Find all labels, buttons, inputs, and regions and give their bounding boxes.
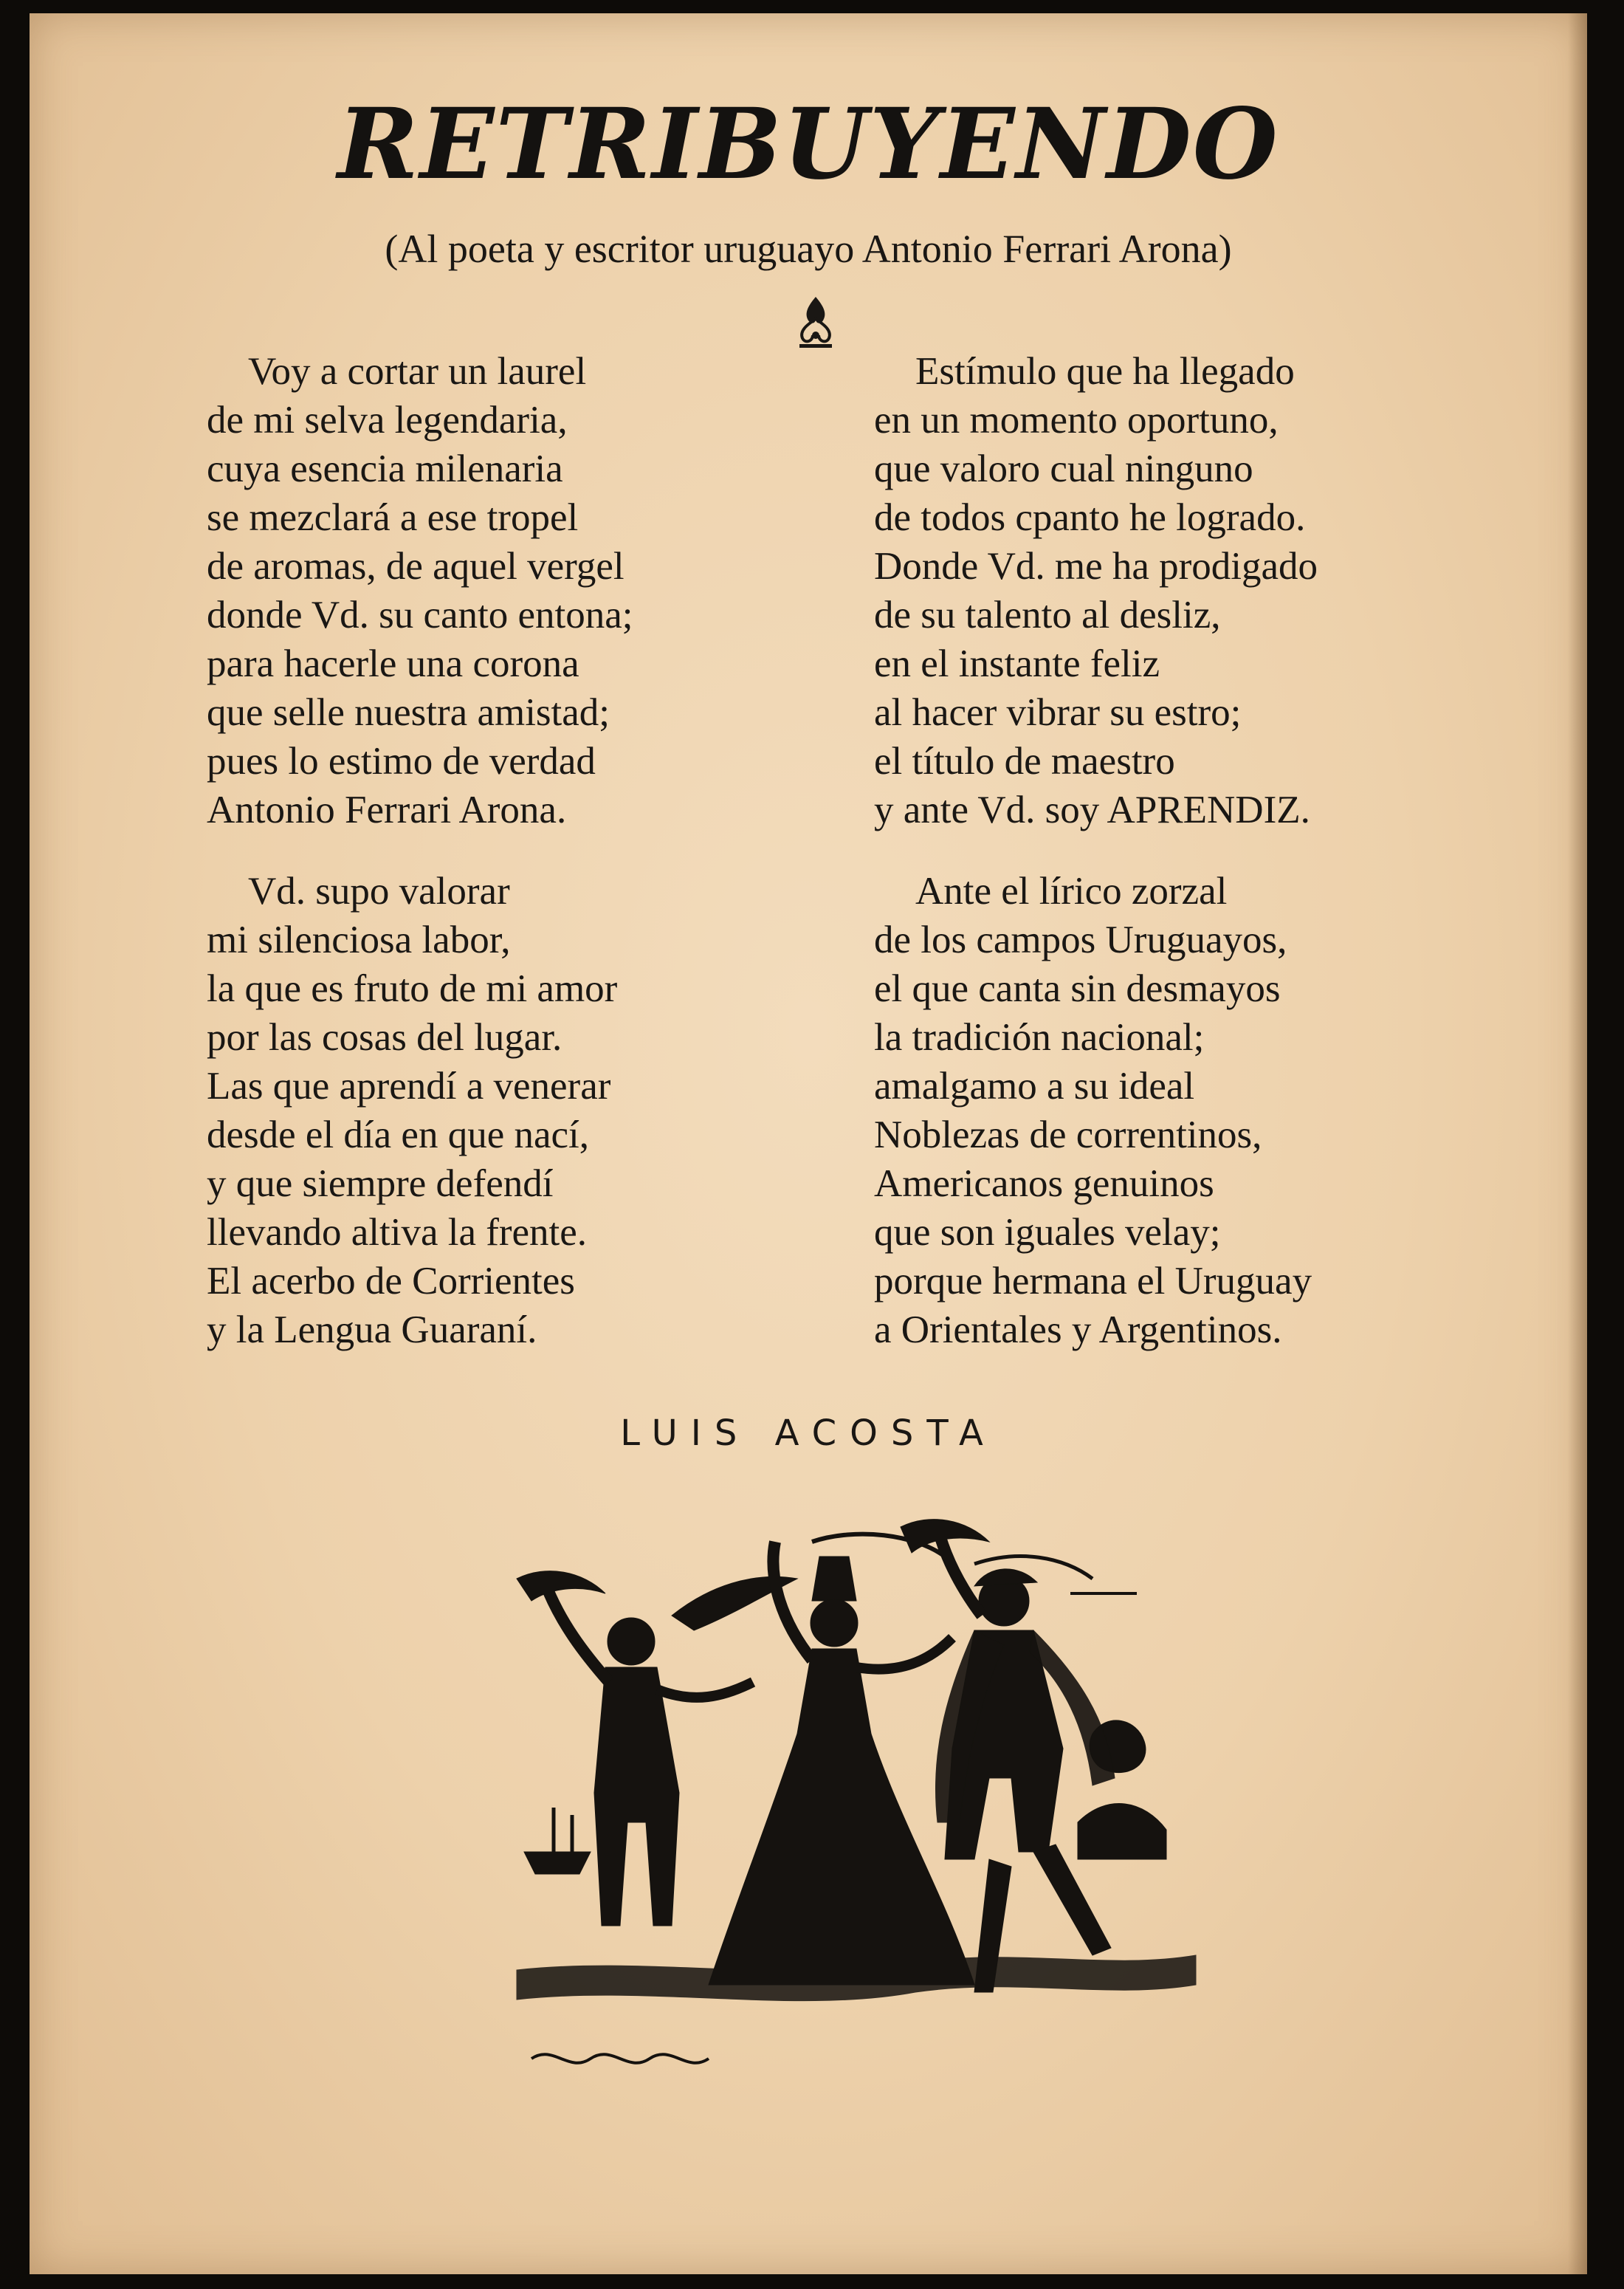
verse-line: pues lo estimo de verdad <box>207 740 596 783</box>
stanza <box>207 867 633 1354</box>
verse-line: cuya esencia milenaria <box>207 447 563 490</box>
verse-line: Las que aprendí a venerar <box>207 1065 611 1108</box>
verse-line: la tradición nacional; <box>874 1016 1205 1059</box>
verse-line: para hacerle una corona <box>207 642 579 685</box>
verse-line: de su talento al desliz, <box>874 594 1221 636</box>
verse-line: desde el día en que nací, <box>207 1113 589 1156</box>
verse-line: llevando altiva la frente. <box>207 1211 588 1254</box>
verse-line: y la Lengua Guaraní. <box>207 1308 537 1351</box>
woodcut-dancers-illustration <box>502 1512 1225 2096</box>
verse-line: Antonio Ferrari Arona. <box>207 789 567 831</box>
verse-line: a Orientales y Argentinos. <box>874 1308 1282 1351</box>
verse-line: que valoro cual ninguno <box>874 447 1253 490</box>
verse-line: que selle nuestra amistad; <box>207 691 610 734</box>
verse-line: El acerbo de Corrientes <box>207 1260 575 1303</box>
verse-line: de los campos Uruguayos, <box>874 919 1287 961</box>
verse-line: el título de maestro <box>874 740 1175 783</box>
verse-line: mi silenciosa labor, <box>207 919 511 961</box>
poem-column-left <box>207 347 633 1387</box>
verse-line: Voy a cortar un laurel <box>248 350 587 393</box>
stanza <box>874 867 1318 1354</box>
verse-line: porque hermana el Uruguay <box>874 1260 1312 1303</box>
poem-column-right <box>874 347 1318 1387</box>
verse-line: de todos cpanto he logrado. <box>874 496 1306 539</box>
verse-line: Noblezas de correntinos, <box>874 1113 1262 1156</box>
verse-line: de aromas, de aquel vergel <box>207 545 625 588</box>
verse-line: Vd. supo valorar <box>248 870 510 913</box>
page-spine-shadow <box>1568 13 1587 2274</box>
stanza <box>874 347 1318 834</box>
verse-line: la que es fruto de mi amor <box>207 967 618 1010</box>
verse-line: por las cosas del lugar. <box>207 1016 562 1059</box>
stanza <box>207 347 633 834</box>
poem-title: RETRIBUYENDO <box>337 87 1279 202</box>
verse-line: y que siempre defendí <box>207 1162 554 1205</box>
poem-dedication: (Al poeta y escritor uruguayo Antonio Ferrari Arona) <box>385 227 1232 271</box>
verse-line: Americanos genuinos <box>874 1162 1214 1205</box>
verse-line: Ante el lírico zorzal <box>915 870 1228 913</box>
verse-line: Estímulo que ha llegado <box>915 350 1295 393</box>
verse-line: Donde Vd. me ha prodigado <box>874 545 1318 588</box>
verse-line: que son iguales velay; <box>874 1211 1221 1254</box>
verse-line: y ante Vd. soy APRENDIZ. <box>874 789 1310 831</box>
verse-line: donde Vd. su canto entona; <box>207 594 633 636</box>
verse-line: de mi selva legendaria, <box>207 399 568 442</box>
verse-line: en un momento oportuno, <box>874 399 1279 442</box>
page <box>30 13 1587 2274</box>
verse-line: se mezclará a ese tropel <box>207 496 579 539</box>
poem-author: LUIS ACOSTA <box>620 1413 997 1454</box>
verse-line: el que canta sin desmayos <box>874 967 1281 1010</box>
verse-line: amalgamo a su ideal <box>874 1065 1195 1108</box>
verse-line: en el instante feliz <box>874 642 1160 685</box>
verse-line: al hacer vibrar su estro; <box>874 691 1242 734</box>
fleuron-icon <box>794 292 838 351</box>
